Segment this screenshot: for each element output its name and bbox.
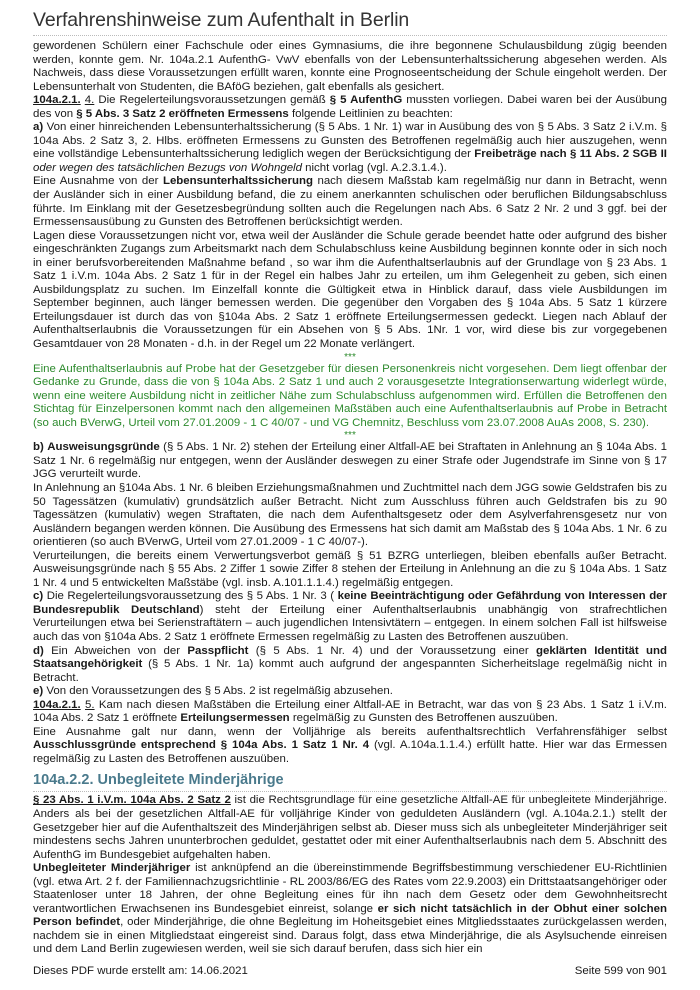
text-run: (§ 5 Abs. 1 Nr. 4) und der Voraussetzung einer [248, 644, 536, 657]
text-run: (vgl. A.104a.1.1.4.) erfüllt hatte. Hier war das Ermessen regelmäßig zu Lasten des Betroffenen auszuüben. [33, 739, 667, 765]
text-run-bold: Ausweisungsgründe [47, 441, 160, 454]
text-run-bold: Ausschlussgründe entsprechend § 104a Abs. 1 Satz 1 Nr. 4 [33, 739, 370, 752]
text-run: Kam nach diesen Maßstäben die Erteilung einer Altfall-AE in Betracht, war das von § 23 Abs. 1 Satz 1 i.V.m. 104a Abs. 2 Satz 1 eröffnete [33, 698, 667, 725]
item-label: d) [33, 644, 44, 657]
text-run: (§ 5 Abs. 1 Nr. 1a) kommt auch aufgrund der angespannten Sicherheitslage regelmäßig nicht in Betracht. [33, 658, 667, 684]
paragraph-a [33, 121, 667, 175]
text-run-bold: Unbegleiteter Minderjähriger [33, 862, 191, 875]
item-label: c) [33, 590, 44, 603]
text-run: ) steht der Erteilung einer Aufenthaltserlaubnis unabhängig von strafrechtlichen Verurteilungen etwa bei Serienstraftätern – auch jugendlichen Intensivtätern – entgegen. In einem solchen Fall ist hilfsweise auch das von §104a Abs. 2 Satz 1 eröffnete Ermessen regelmäßig zu Lasten des Betroffenen auszuüben. [33, 603, 667, 643]
section-ref: 104a.2.1. [33, 94, 81, 107]
paragraph-students: gewordenen Schülern einer Fachschule oder eines Gymnasiums, die ihre begonnene Schulausbildung zügig beenden werden, konnte gem. Nr. 104a.2.1 AufenthG- VwV ebenfalls von der Lebensunterhaltssicherung abgesehen werden. Als Nachweis, dass diese Voraussetzungen erfüllt waren, konnte eine Prognoseentscheidung der Schule eingeholt werden. Der Lebensunterhalt von Studenten, die BAföG beziehen, galt ebenfalls als gesichert. [33, 40, 667, 93]
page-footer [33, 965, 667, 977]
text-run: Die Regelerteilungsvoraussetzung des § 5 Abs. 1 Nr. 3 ( [43, 590, 338, 603]
text-run-bold: keine Beeinträchtigung oder Gefährdung von Interessen der Bundesrepublik Deutschland [33, 590, 667, 616]
text-run-bold: § 23 Abs. 1 i.V.m. 104a Abs. 2 Satz 2 [33, 794, 231, 807]
item-label: e) [33, 685, 44, 698]
paragraph-bzrg: Verurteilungen, die bereits einem Verwertungsverbot gemäß § 51 BZRG unterliegen, bleiben ebenfalls außer Betracht. Ausweisungsgründe nach § 55 Abs. 2 Ziffer 1 sowie Ziffer 8 stehen der Erteilung in Anlehnung an die zu § 104a Abs. 1 Satz 1 Nr. 4 und 5 entwickelten Maßstäbe (vgl. insb. A.101.1.1.4.) regelmäßig entgegen. [33, 549, 667, 589]
text-run-bold: § 5 Abs. 3 Satz 2 eröffneten Ermessens [76, 107, 289, 120]
text-run: ist anknüpfend an die übereinstimmende Begriffsbestimmung verschiedener EU-Richtlinien (vgl. etwa Art. 2 f. der Familiennachzugsrichtlinie - RL 2003/86/EG des Rates vom 22.9.2003) ein Drittstaatsangehöriger oder Staatenloser unter 18 Jahren, der ohne Begleitung eines für ihn nach dem Gesetz oder dem Gewohnheitsrecht verantwortlichen Erwachsenen ins Bundesgebiet einreist, solange [33, 862, 667, 915]
document-page [33, 0, 667, 990]
paragraph-definition [33, 862, 667, 957]
paragraph-probe-note: Eine Aufenthaltserlaubnis auf Probe hat der Gesetzgeber für diesen Personenkreis nicht vorgesehen. Dem liegt offenbar der Gedanke zu Grunde, dass die von § 104a Abs. 2 Satz 1 und auch 2 vorausgesetzte Integrationserwartung widerlegt würde, wenn eine weitere Ausbildung nicht in zeitlicher Nähe zum Schulabschluss aufgenommen wird. Erfüllen die Betroffenen den Stichtag für Einzelpersonen kommt nach den allgemeinen Maßstäben auch eine Aufenthaltserlaubnis auf Probe in Betracht (so auch BVerwG, Urteil vom 27.01.2009 - 1 C 40/07 - und VG Chemnitz, Beschluss vom 23.07.2008 AuAs 2008, S. 230). [33, 362, 667, 429]
paragraph-rechtsgrundlage [33, 794, 667, 862]
text-run: Von einer hinreichenden Lebensunterhaltssicherung (§ 5 Abs. 1 Nr. 1) war in Ausübung des von § 5 Abs. 3 Satz 2 i.V.m. § 104a Abs. 2 Satz 3, 2. Hlbs. eröffneten Ermessens zu Gunsten des Betroffenen regelmäßig auch hier auszugehen, wenn eine vollständige Lebensunterhaltssicherung lediglich wegen der Berücksichtigung der [33, 121, 667, 161]
section-ref: 104a.2.1. [33, 698, 81, 711]
paragraph-voraussetzungen: Lagen diese Voraussetzungen nicht vor, etwa weil der Ausländer die Schule gerade beendet hatte oder aufgrund des bisher eingeschränkten Zugangs zum Arbeitsmarkt nach dem Schulabschluss keine Ausbildung beginnen konnte oder in sich noch in einer berufsvorbereitenden Maßnahme befand , so war ihm die Aufenthaltserlaubnis auf der Grundlage von § 23 Abs. 1 Satz 1 i.V.m. 104a Abs. 2 Satz 1 für in der Regel ein halbes Jahr zu erteilen, um ihm Gelegenheit zu geben, sich einen Ausbildungsplatz zu suchen. Im Einzelfall konnte die Gültigkeit etwa in Hinblick darauf, dass viele Ausbildungen im September beginnen, auch länger bemessen werden. Die gegenüber den Vorgaben des § 104a Abs. 5 Satz 1 kürzere Erteilungsdauer ist durch das von §104a Abs. 2 Satz 1 eröffnete Erteilungsermessen gedeckt. Liegen nach Ablauf der Aufenthaltserlaubnis die Voraussetzungen für ein Absehen von § 5 Abs. 1Nr. 1 vor, wird diese bis zur vorgegebenen Gesamtdauer von 28 Monaten - d.h. in der Regel um 22 Monate verlängert. [33, 229, 667, 351]
text-run: Die Regelerteilungsvoraussetzungen gemäß [94, 94, 330, 107]
text-run: regelmäßig zu Gunsten des Betroffenen auszuüben. [289, 712, 558, 725]
separator-stars: *** [344, 351, 356, 363]
title-divider [33, 35, 667, 36]
text-run: folgende Leitlinien zu beachten: [288, 107, 453, 120]
text-run: Eine Ausnahme galt nur dann, wenn der Volljährige als bereits aufenthaltsrechtlich Verfahrensfähiger selbst [33, 725, 667, 738]
text-run: mussten vorliegen. Dabei waren bei der Ausübung des von [33, 94, 668, 120]
text-run-italic: oder wegen des tatsächlichen Bezugs von Wohngeld [33, 161, 302, 174]
paragraph-ermessen [33, 699, 667, 726]
text-run: Eine Ausnahme von der [33, 175, 163, 188]
footer-created-date: Dieses PDF wurde erstellt am: 14.06.2021 [33, 965, 248, 977]
item-number: 5. [85, 698, 95, 711]
footer-page-number: Seite 599 von 901 [574, 965, 667, 977]
text-run: nach diesem Maßstab kam regelmäßig nur dann in Betracht, wenn der Ausländer sich in einer Ausbildung befand, die zu einem anerkannten schulischen oder beruflichen Bildungsabschluss führte. Im Einklang mit der Gesetzesbegründung sollten auch die Regelungen nach Abs. 6 Satz 2 Nr. 2 und 3 ggf. bei der Ermessensausübung zu Gunsten des Betroffenen berücksichtigt werden. [33, 175, 667, 229]
paragraph-c [33, 590, 667, 644]
text-run-bold: geklärten Identität und Staatsangehörigkeit [33, 644, 667, 671]
item-number: 4. [84, 94, 95, 107]
item-label: a) [33, 121, 44, 134]
text-run-bold: § 5 AufenthG [329, 94, 403, 107]
text-run-bold: Lebensunterhaltssicherung [162, 175, 313, 188]
paragraph-volljaehrige [33, 726, 667, 767]
page-title: Verfahrenshinweise zum Aufenthalt in Berlin [33, 9, 410, 31]
text-run: nicht vorlag (vgl. A.2.3.1.4.). [301, 161, 447, 174]
document-body [33, 40, 667, 957]
paragraph-ausnahme [33, 175, 667, 229]
paragraph-d [33, 645, 667, 686]
item-label: b) [33, 441, 44, 454]
text-run: Von den Voraussetzungen des § 5 Abs. 2 ist regelmäßig abzusehen. [43, 685, 393, 698]
paragraph-e [33, 685, 667, 699]
text-run: Ein Abweichen von der [43, 644, 188, 657]
paragraph-regelerteilung [33, 94, 667, 121]
text-run-bold: er sich nicht tatsächlich in der Obhut einer solchen Person befindet [33, 902, 667, 929]
paragraph-b [33, 441, 667, 482]
text-run-bold: Erteilungsermessen [180, 712, 290, 725]
text-run-bold: Passpflicht [187, 644, 249, 657]
paragraph-jgg: In Anlehnung an §104a Abs. 1 Nr. 6 bleiben Erziehungsmaßnahmen und Zuchtmittel nach dem JGG sowie Geldstrafen bis zu 50 Tagessätzen (kumulativ) grundsätzlich außer Betracht. Nicht zum Ausschluss führen auch Geldstrafen bis zu 90 Tagessätzen (kumulativ) wegen Straftaten, die nach dem Aufenthaltsgesetz oder dem Asylverfahrensgesetz nur von Ausländern begangen werden können. Die Ausübung des Ermessens hat sich damit am Maßstab des § 104a Abs. 1 Nr. 6 zu orientieren (so auch BVerwG, Urteil vom 27.01.2009 - 1 C 40/07-). [33, 481, 667, 549]
text-run: ist die Rechtsgrundlage für eine gesetzliche Altfall-AE für unbegleitete Minderjährige. Anders als bei der gesetzlichen Altfall-AE für volljährige Kinder von geduldeten Ausländern (vgl. A.104a.2.1.) stellt der Gesetzgeber hier auf die Aufenthaltszeit des Minderjährigen selbst ab. Dieser muss sich als unbegleiteter Minderjähriger seit mindestens sechs Jahren ununterbrochen geduldet, gestattet oder mit einer Aufenthaltserlaubnis nach dem 5. Abschnitt des AufenthG im Bundesgebiet aufgehalten haben. [33, 794, 667, 861]
text-run: , oder Minderjährige, die ohne Begleitung im Hoheitsgebiet eines Mitgliedsstaates zurückgelassen werden, nachdem sie in einen Mitgliedstaat eingereist sind. Daraus folgt, dass etwa Minderjährige, die als Asylsuchende einreisen und dem Land Berlin zugewiesen werden, weil sie sich darauf berufen, dass sich hier ein [33, 916, 667, 956]
text-run: (§ 5 Abs. 1 Nr. 2) stehen der Erteilung einer Altfall-AE bei Straftaten in Anlehnung an § 104a Abs. 1 Satz 1 Nr. 6 regelmäßig nur entgegen, wenn der Ausländer deswegen zu einer Strafe oder Jugendstrafe im Sinne von § 17 JGG verurteilt wurde. [33, 441, 667, 481]
separator-stars: *** [344, 430, 356, 442]
text-run-bold: Freibeträge nach § 11 Abs. 2 SGB II [474, 148, 667, 161]
section-heading: 104a.2.2. Unbegleitete Minderjährige [33, 772, 667, 792]
